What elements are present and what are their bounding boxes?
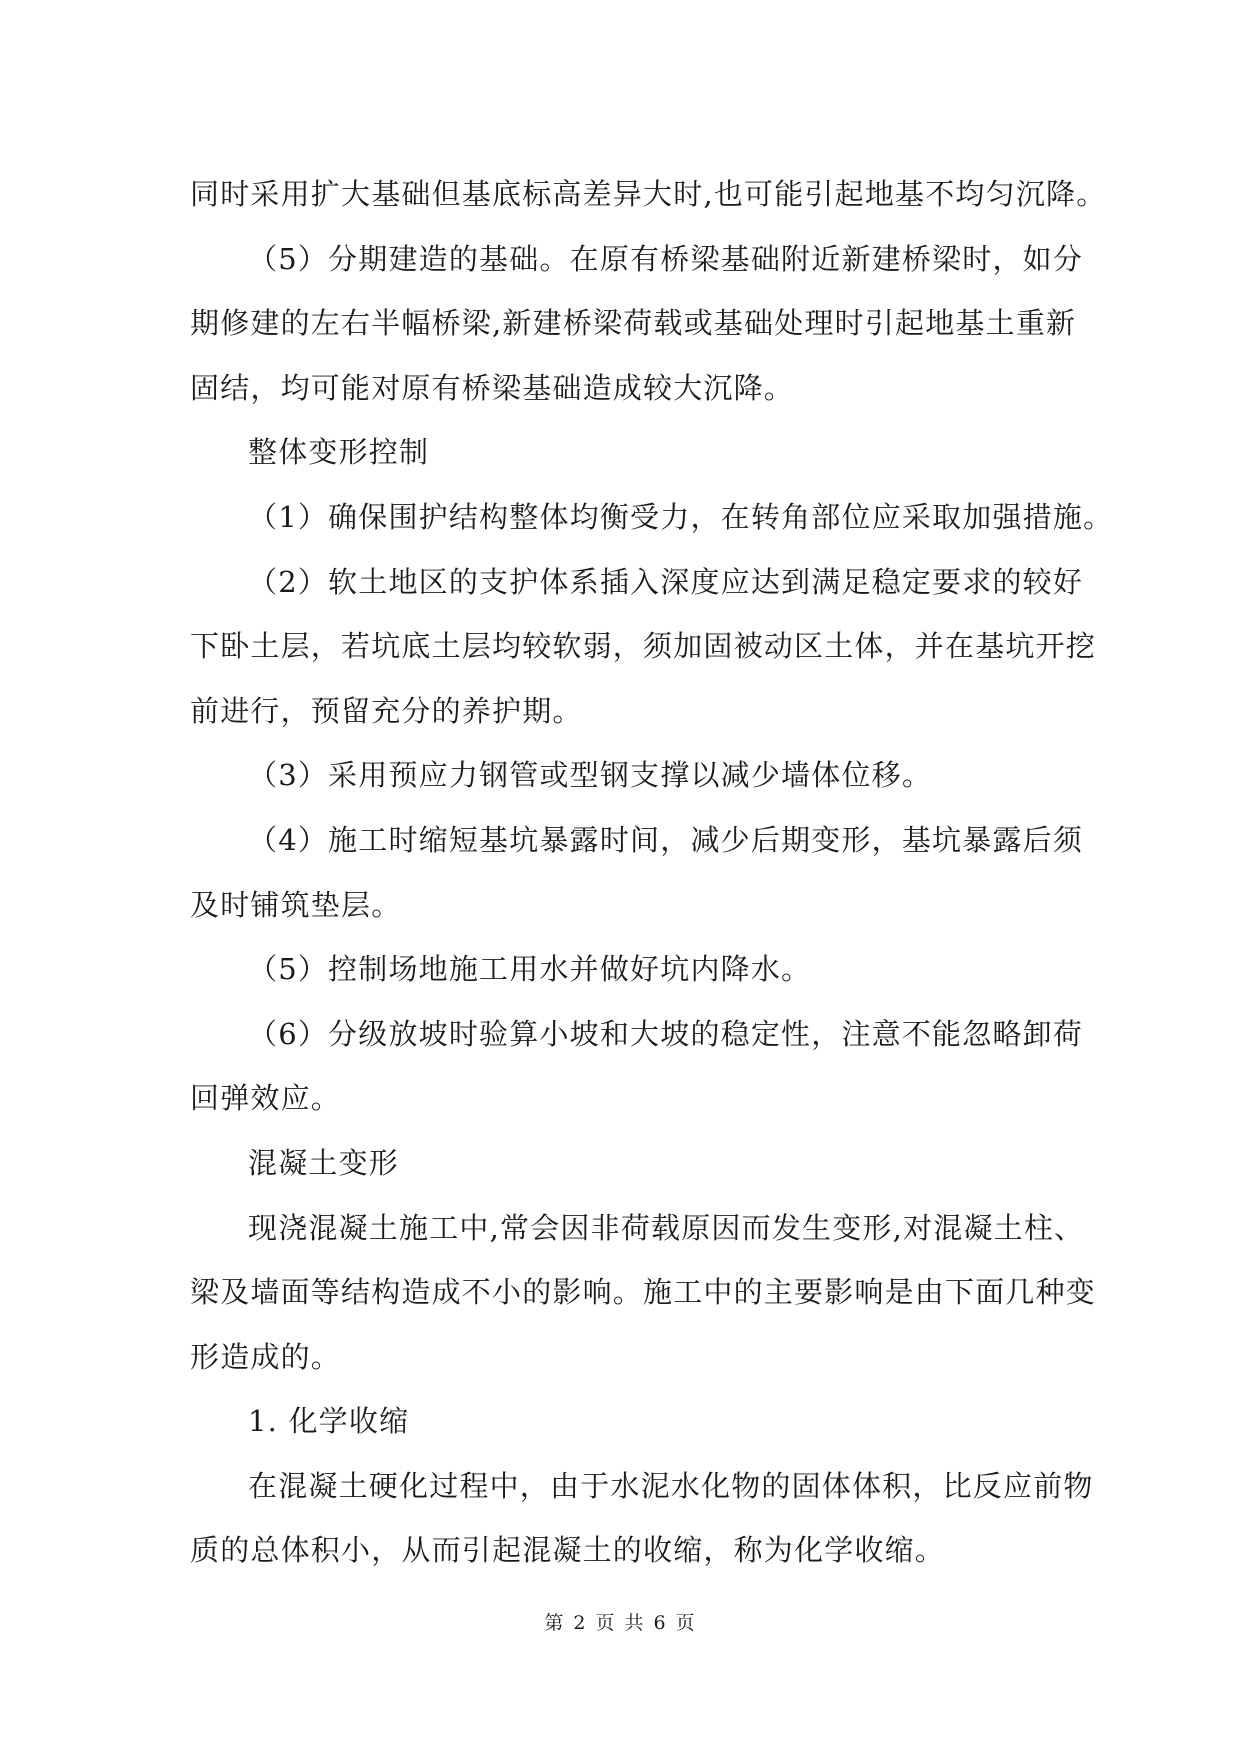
text-line: 形造成的。 <box>190 1339 342 1374</box>
text-line: 回弹效应。 <box>190 1081 342 1116</box>
text-line: 前进行，预留充分的养护期。 <box>190 693 583 728</box>
text-line: （2）软土地区的支护体系插入深度应达到满足稳定要求的较好 <box>248 564 1084 599</box>
body-text <box>190 162 1114 1583</box>
section-heading: 1. 化学收缩 <box>248 1404 410 1439</box>
text-line: （3）采用预应力钢管或型钢支撑以减少墙体位移。 <box>248 758 933 793</box>
text-line: （4）施工时缩短基坑暴露时间，减少后期变形，基坑暴露后须 <box>248 822 1084 857</box>
text-line: 在混凝土硬化过程中，由于水泥水化物的固体体积，比反应前物 <box>248 1468 1094 1503</box>
text-line: 及时铺筑垫层。 <box>190 887 402 922</box>
text-line: （1）确保围护结构整体均衡受力，在转角部位应采取加强措施。 <box>248 499 1114 534</box>
text-line: 梁及墙面等结构造成不小的影响。施工中的主要影响是由下面几种变 <box>190 1275 1097 1310</box>
text-line: 同时采用扩大基础但基底标高差异大时,也可能引起地基不均匀沉降。 <box>190 177 1107 211</box>
section-heading: 混凝土变形 <box>248 1145 400 1180</box>
text-line: 质的总体积小，从而引起混凝土的收缩，称为化学收缩。 <box>190 1533 946 1568</box>
section-heading: 整体变形控制 <box>248 435 430 470</box>
text-line: 下卧土层，若坑底土层均较软弱，须加固被动区土体，并在基坑开挖 <box>190 629 1097 664</box>
text-line: 期修建的左右半幅桥梁,新建桥梁荷载或基础处理时引起地基土重新 <box>190 306 1077 341</box>
text-line: 现浇混凝土施工中,常会因非荷载原因而发生变形,对混凝土柱、 <box>248 1210 1085 1245</box>
text-line: （5）控制场地施工用水并做好坑内降水。 <box>248 952 812 987</box>
text-line: 固结，均可能对原有桥梁基础造成较大沉降。 <box>190 370 795 405</box>
page-number-footer: 第 2 页 共 6 页 <box>544 1612 697 1634</box>
text-line: （5）分期建造的基础。在原有桥梁基础附近新建桥梁时，如分 <box>248 241 1084 276</box>
text-line: （6）分级放坡时验算小坡和大坡的稳定性，注意不能忽略卸荷 <box>248 1016 1084 1051</box>
